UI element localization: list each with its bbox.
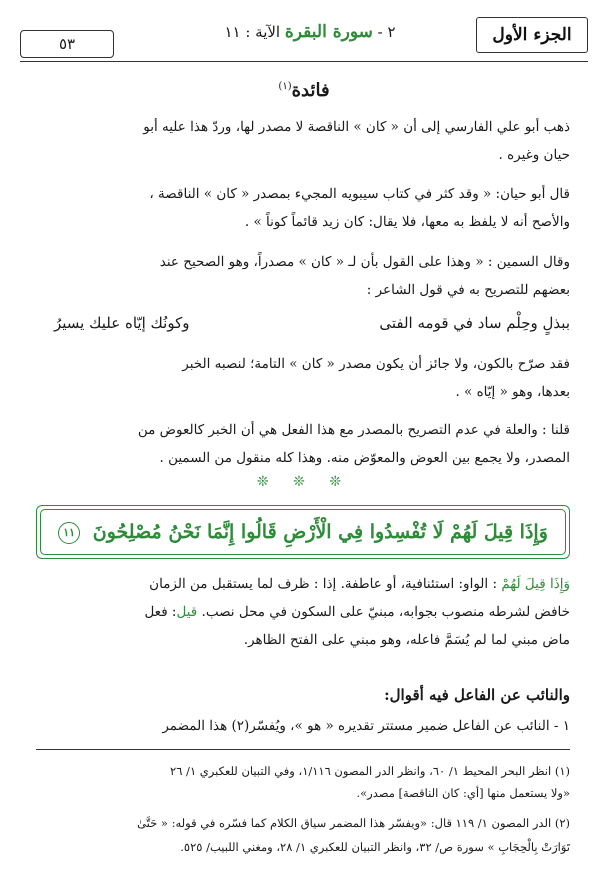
poetry-verse <box>34 314 570 338</box>
ayah-label: الآية : ١١ <box>224 23 281 41</box>
ayah-number-medallion: ١١ <box>58 522 80 544</box>
irab-line: ماض مبني لما لم يُسَمَّ فاعله، وهو مبني على الفتح الظاهر. <box>243 632 570 648</box>
verse-first-hemistich: ببذلٍ وحِلْم ساد في قومه الفتى <box>379 314 570 332</box>
footnote-line: (١) انظر البحر المحيط ١/ ٦٠، وانظر الدر المصون ١/١١٦، وفي التبيان للعكبري ١/ ٢٦ <box>170 764 570 778</box>
sura-number: ٢ - <box>377 23 396 41</box>
footnote-line: (٢) الدر المصون ١/ ١١٩ قال: «ويفسّر هذا المضمر سياق الكلام كما فسّره في قوله: « حَتَّىٰ <box>137 816 570 830</box>
page-number-box <box>20 30 114 58</box>
sura-name: سورة البقرة <box>284 22 373 42</box>
subheading: والنائب عن الفاعل فيه أقوال: <box>384 686 570 704</box>
irab-line <box>34 570 570 598</box>
paragraph-line: قلنا : والعلة في عدم التصريح بالمصدر مع هذا الفعل هي أن الخبر كالعوض من <box>137 422 570 438</box>
juz-text: الجزء الأول <box>492 25 572 45</box>
paragraph-line: فقد صرّح بالكون، ولا جائز أن يكون مصدر « كان » التامة؛ لنصبه الخبر <box>182 356 570 372</box>
list-item: ١ - النائب عن الفاعل ضمير مستتر تقديره « هو »، ويُفسّر(٢) هذا المضمر <box>162 718 570 734</box>
paragraph-line: بعضهم للتصريح به في قول الشاعر : <box>366 282 570 298</box>
paragraph-line: بعدها، وهو « إيّاه » . <box>455 384 570 400</box>
irab-line-text: خافض لشرطه منصوب بجوابه، مبنيّ على السكون في محل نصب. <box>201 604 570 620</box>
ayah-frame <box>36 505 570 559</box>
header-divider <box>20 61 588 62</box>
section-separator-stars: ❊ ❊ ❊ <box>256 474 352 490</box>
irab-line-text: : الواو: استئنافية، أو عاطفة. إذا : ظرف لما يستقبل من الزمان <box>149 576 498 592</box>
irab-line-tail: : فعل <box>144 604 177 620</box>
irab-lead-phrase: وَإِذَا قِيلَ لَهُمْ <box>501 576 570 592</box>
juz-label <box>476 17 588 53</box>
paragraph-line: قال أبو حيان: « وقد كثر في كتاب سيبويه المجيء بمصدر « كان » الناقصة ، <box>149 186 570 202</box>
irab-line <box>34 598 570 626</box>
footnote-line: تَوَارَتْ بِالْحِجَابِ » سورة ص/ ٣٢، وانظر التبيان للعكبري ١/ ٢٨، ومغني اللبيب/ ٥٢٥. <box>180 840 570 854</box>
ayah-frame-inner-border <box>40 509 566 555</box>
paragraph-line: وقال السمين : « وهذا على القول بأن لـ « كان » مصدراً، وهو الصحيح عند <box>159 254 570 270</box>
section-title-text: فائدة <box>291 80 330 101</box>
paragraph-line: حيان وغيره . <box>498 147 570 163</box>
verse-second-hemistich: وكونُك إيّاه عليك يسيرُ <box>54 314 190 332</box>
sura-header <box>150 22 470 42</box>
section-title-footnote-ref: (١) <box>278 81 292 92</box>
irab-keyword: قيل <box>176 604 198 620</box>
ayah-words: وَإِذَا قِيلَ لَهُمْ لَا تُفْسِدُوا فِي الْأَرْضِ قَالُوا إِنَّمَا نَحْنُ مُصْلِحُونَ <box>92 520 548 543</box>
footnote-divider <box>36 749 570 750</box>
page-number: ٥٣ <box>58 35 76 53</box>
section-title <box>0 80 608 101</box>
footnote-line: «ولا يستعمل منها [أي: كان الناقصة] مصدر». <box>356 786 570 800</box>
paragraph-line: والأصح أنه لا يلفظ به معها، فلا يقال: كان زيد قائماً كوناً » . <box>244 214 570 230</box>
paragraph-line: المصدر، ولا يجمع بين العوض والمعوّض منه. وهذا كله منقول من السمين . <box>159 450 570 466</box>
paragraph-line: ذهب أبو علي الفارسي إلى أن « كان » الناقصة لا مصدر لها، وردّ هذا عليه أبو <box>143 119 570 135</box>
